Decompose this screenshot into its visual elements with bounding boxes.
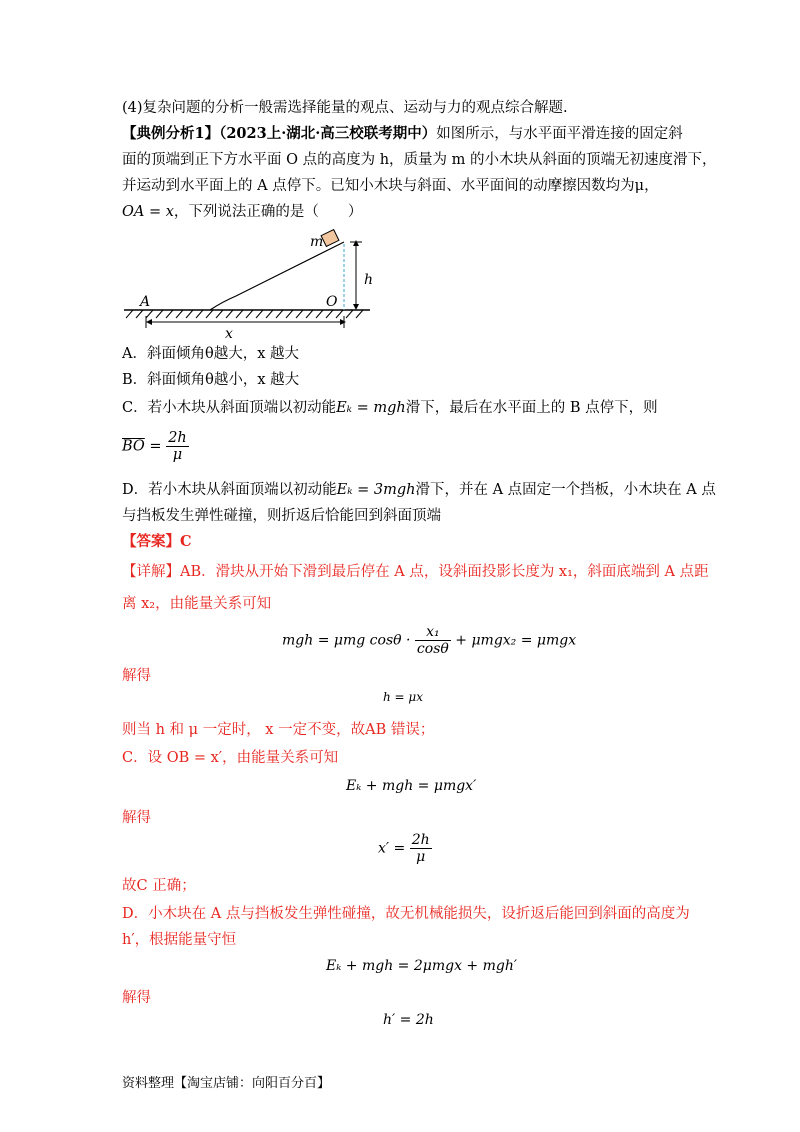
option-c-text: C．若小木块从斜面顶端以初动能 <box>122 400 337 416</box>
answer-label: 【答案】C <box>122 533 192 550</box>
label-A: A <box>140 294 151 310</box>
example-source: （2023上·湖北·高三校联考期中） <box>219 125 437 142</box>
eq1-right: + μmgx₂ = μmgx <box>455 632 577 649</box>
wooden-block <box>321 230 339 247</box>
solve-label-3: 解得 <box>122 990 151 1006</box>
eq4-num: 2h <box>411 832 430 848</box>
eq4-lhs: x′ = <box>378 840 406 857</box>
equation-4 <box>378 832 432 865</box>
option-d-eq: Eₖ = 3mgh <box>336 482 416 498</box>
detail-line1: 【详解】AB．滑块从开始下滑到最后停在 A 点，设斜面投影长度为 x₁，斜面底端到 A 点距 <box>122 564 709 580</box>
option-b: B．斜面倾角θ越小，x 越大 <box>122 372 300 388</box>
eq1-den: cosθ <box>416 641 449 657</box>
solve-label-1: 解得 <box>122 668 151 684</box>
label-m: m <box>310 234 324 250</box>
equation-5: Eₖ + mgh = 2μmgx + mgh′ <box>326 958 518 974</box>
example-stem-line2: 面的顶端到正下方水平面 O 点的高度为 h，质量为 m 的小木块从斜面的顶端无初速度滑下， <box>122 152 717 168</box>
oa-equation: OA = x <box>122 204 174 220</box>
option-c-line2: $\overline{BO}$ = $\frac{2h}{\mu}$ <box>122 430 187 463</box>
equation-2: h = μx <box>383 690 423 704</box>
option-c-eq: Eₖ = mgh <box>336 400 406 416</box>
example-stem-line1 <box>122 124 683 144</box>
detail-d2: h′，根据能量守恒 <box>122 932 237 948</box>
example-stem1: 如图所示，与水平面平滑连接的固定斜 <box>436 126 683 142</box>
example-stem4: ，下列说法正确的是（ ） <box>173 204 363 220</box>
label-O: O <box>326 294 338 310</box>
option-d-line1 <box>122 480 716 500</box>
eq1-left: mgh = μmg cosθ · <box>282 632 411 649</box>
eq1-num: x₁ <box>415 624 451 641</box>
option-d-line2: 与挡板发生弹性碰撞，则折返后恰能回到斜面顶端 <box>122 508 441 524</box>
option-a: A．斜面倾角θ越大，x 越大 <box>122 346 299 362</box>
example-stem-line4 <box>122 202 362 222</box>
equation-6: h′ = 2h <box>383 1012 434 1028</box>
eq4-den: μ <box>416 849 426 865</box>
equation-3: Eₖ + mgh = μmgx′ <box>346 778 477 794</box>
bo-den: μ <box>172 447 183 463</box>
bo-num: 2h <box>168 430 187 446</box>
option-d-tail: 滑下，并在 A 点固定一个挡板，小木块在 A 点 <box>415 482 716 498</box>
intro-text: (4)复杂问题的分析一般需选择能量的观点、运动与力的观点综合解题. <box>122 100 568 116</box>
detail-line2: 离 x₂，由能量关系可知 <box>122 596 272 612</box>
label-h: h <box>364 272 374 288</box>
incline-figure <box>118 228 378 340</box>
option-c-line1 <box>122 398 658 418</box>
example-stem-line3: 并运动到水平面上的 A 点停下。已知小木块与斜面、水平面间的动摩擦因数均为μ， <box>122 178 659 194</box>
detail-c3: 故C 正确； <box>122 878 196 894</box>
equation-1 <box>282 624 576 657</box>
footer-note: 资料整理【淘宝店铺：向阳百分百】 <box>122 1076 331 1091</box>
option-c-tail: 滑下，最后在水平面上的 B 点停下，则 <box>405 400 658 416</box>
label-x: x <box>225 326 233 340</box>
detail-d1: D．小木块在 A 点与挡板发生弹性碰撞，故无机械能损失，设折返后能回到斜面的高度为 <box>122 906 690 922</box>
detail-c1: 则当 h 和 μ 一定时， x 一定不变，故AB 错误； <box>122 722 435 738</box>
bo-label: $\overline{BO}$ <box>122 438 145 455</box>
option-d-text: D．若小木块从斜面顶端以初动能 <box>122 482 337 498</box>
solve-label-2: 解得 <box>122 810 151 826</box>
detail-c2: C．设 OB = x′，由能量关系可知 <box>122 750 339 766</box>
example-tag: 【典例分析1】 <box>122 125 220 142</box>
